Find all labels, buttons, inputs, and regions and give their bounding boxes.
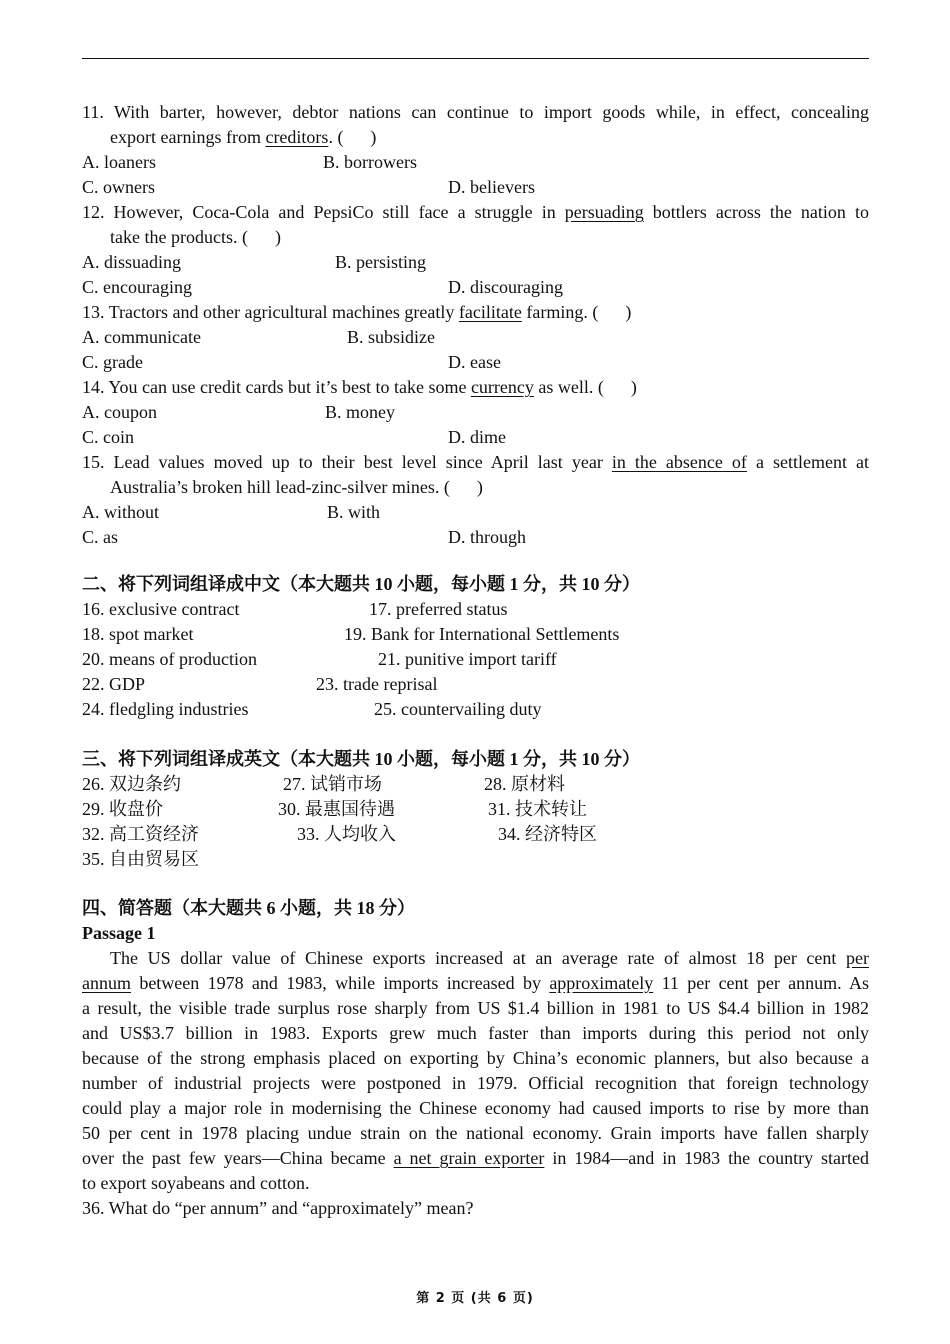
text-segment: 11. With barter, however, debtor nations can continue to import goods while, in effect, concealing bbox=[82, 102, 869, 122]
term-item: 23. trade reprisal bbox=[316, 674, 438, 694]
underlined-term: creditors bbox=[265, 127, 329, 147]
term-item: 26. 双边条约 bbox=[82, 774, 181, 794]
underlined-term: per bbox=[846, 948, 869, 968]
text-segment: over the past few years—China became bbox=[82, 1148, 394, 1168]
section-heading: 三、将下列词组译成英文（本大题共 10 小题，每小题 1 分，共 10 分） bbox=[82, 749, 640, 769]
option-a: A. loaners bbox=[82, 152, 156, 172]
underlined-term: annum bbox=[82, 973, 131, 993]
term-item: 34. 经济特区 bbox=[498, 824, 597, 844]
underlined-term: currency bbox=[470, 377, 534, 397]
question-stem bbox=[82, 300, 631, 324]
text-segment: and US$3.7 billion in 1983. Exports grew much faster than imports during this period not only bbox=[82, 1023, 869, 1043]
term-item: 32. 高工资经济 bbox=[82, 824, 199, 844]
question-36: 36. What do “per annum” and “approximately” mean? bbox=[82, 1198, 474, 1218]
section-heading: 二、将下列词组译成中文（本大题共 10 小题，每小题 1 分，共 10 分） bbox=[82, 574, 640, 594]
passage-title: Passage 1 bbox=[82, 923, 156, 943]
passage-line bbox=[82, 996, 869, 1020]
option-a: A. dissuading bbox=[82, 252, 181, 272]
page-footer: 第 2 页 (共 6 页) bbox=[416, 1291, 534, 1306]
option-c: C. grade bbox=[82, 352, 143, 372]
section-heading: 四、简答题（本大题共 6 小题，共 18 分） bbox=[82, 898, 415, 918]
option-b: B. borrowers bbox=[323, 152, 417, 172]
passage-line bbox=[82, 971, 869, 995]
term-item: 33. 人均收入 bbox=[297, 824, 396, 844]
text-segment: 14. You can use credit cards but it’s best to take some bbox=[82, 377, 471, 397]
term-item: 19. Bank for International Settlements bbox=[344, 624, 620, 644]
text-segment: 50 per cent in 1978 placing undue strain on the national economy. Grain imports have fallen sharply bbox=[82, 1123, 869, 1143]
option-d: D. dime bbox=[448, 427, 506, 447]
text-segment: a result, the visible trade surplus rose sharply from US $1.4 billion in 1981 to US $4.4 billion in 1982 bbox=[82, 998, 869, 1018]
passage-line bbox=[82, 1046, 869, 1070]
option-a: A. without bbox=[82, 502, 160, 522]
option-a: A. communicate bbox=[82, 327, 201, 347]
question-stem bbox=[110, 125, 376, 149]
term-item: 16. exclusive contract bbox=[82, 599, 240, 619]
question-stem bbox=[82, 375, 637, 399]
term-item: 27. 试销市场 bbox=[283, 774, 382, 794]
text-segment: take the products. ( ) bbox=[110, 227, 281, 247]
term-item: 21. punitive import tariff bbox=[378, 649, 557, 669]
option-c: C. encouraging bbox=[82, 277, 192, 297]
option-c: C. owners bbox=[82, 177, 155, 197]
text-segment: 12. However, Coca-Cola and PepsiCo still face a struggle in bbox=[82, 202, 565, 222]
underlined-term: persuading bbox=[564, 202, 644, 222]
text-segment: in 1984—and in 1983 the country started bbox=[544, 1148, 869, 1168]
option-b: B. persisting bbox=[335, 252, 427, 272]
question-stem bbox=[82, 100, 869, 124]
option-d: D. believers bbox=[448, 177, 535, 197]
underlined-term: in the absence of bbox=[611, 452, 747, 472]
term-item: 22. GDP bbox=[82, 674, 146, 694]
passage-line bbox=[82, 1121, 869, 1145]
passage-line bbox=[82, 1021, 869, 1045]
underlined-term: a net grain exporter bbox=[393, 1148, 545, 1168]
option-c: C. as bbox=[82, 527, 118, 547]
text-segment: farming. ( ) bbox=[521, 302, 632, 322]
question-stem bbox=[110, 475, 483, 499]
term-item: 17. preferred status bbox=[369, 599, 508, 619]
text-segment: to export soyabeans and cotton. bbox=[82, 1173, 310, 1193]
text-segment: 15. Lead values moved up to their best level since April last year bbox=[82, 452, 612, 472]
text-segment: a settlement at bbox=[746, 452, 869, 472]
text-segment: could play a major role in modernising the Chinese economy had caused imports to rise by more than bbox=[82, 1098, 869, 1118]
header-rule bbox=[82, 58, 869, 59]
option-c: C. coin bbox=[82, 427, 134, 447]
term-item: 25. countervailing duty bbox=[374, 699, 542, 719]
question-stem bbox=[82, 200, 869, 224]
text-segment: Australia’s broken hill lead-zinc-silver mines. ( ) bbox=[110, 477, 483, 497]
passage-line bbox=[110, 946, 869, 970]
term-item: 28. 原材料 bbox=[484, 774, 565, 794]
question-stem bbox=[110, 225, 281, 249]
option-d: D. through bbox=[448, 527, 526, 547]
text-segment: export earnings from bbox=[110, 127, 266, 147]
term-item: 29. 收盘价 bbox=[82, 799, 163, 819]
underlined-term: facilitate bbox=[458, 302, 522, 322]
term-item: 20. means of production bbox=[82, 649, 257, 669]
option-b: B. with bbox=[327, 502, 381, 522]
passage-line bbox=[82, 1171, 309, 1195]
passage-line bbox=[82, 1146, 869, 1170]
text-segment: number of industrial projects were postponed in 1979. Official recognition that foreign technology bbox=[82, 1073, 869, 1093]
text-segment: 13. Tractors and other agricultural machines greatly bbox=[82, 302, 459, 322]
text-segment: bottlers across the nation to bbox=[643, 202, 869, 222]
term-item: 18. spot market bbox=[82, 624, 194, 644]
option-d: D. ease bbox=[448, 352, 501, 372]
text-segment: The US dollar value of Chinese exports increased at an average rate of almost 18 per cent bbox=[110, 948, 847, 968]
term-item: 31. 技术转让 bbox=[488, 799, 587, 819]
underlined-term: approximately bbox=[549, 973, 654, 993]
text-segment: between 1978 and 1983, while imports increased by bbox=[131, 973, 550, 993]
text-segment: 11 per cent per annum. As bbox=[653, 973, 869, 993]
text-segment: because of the strong emphasis placed on exporting by China’s economic planners, but also because a bbox=[82, 1048, 869, 1068]
text-segment: . ( ) bbox=[328, 127, 377, 147]
text-segment: as well. ( ) bbox=[533, 377, 637, 397]
term-item: 24. fledgling industries bbox=[82, 699, 249, 719]
term-item: 30. 最惠国待遇 bbox=[278, 799, 395, 819]
option-b: B. money bbox=[325, 402, 395, 422]
term-item: 35. 自由贸易区 bbox=[82, 849, 199, 869]
passage-line bbox=[82, 1096, 869, 1120]
option-d: D. discouraging bbox=[448, 277, 563, 297]
passage-line bbox=[82, 1071, 869, 1095]
question-stem bbox=[82, 450, 869, 474]
option-b: B. subsidize bbox=[347, 327, 435, 347]
option-a: A. coupon bbox=[82, 402, 157, 422]
